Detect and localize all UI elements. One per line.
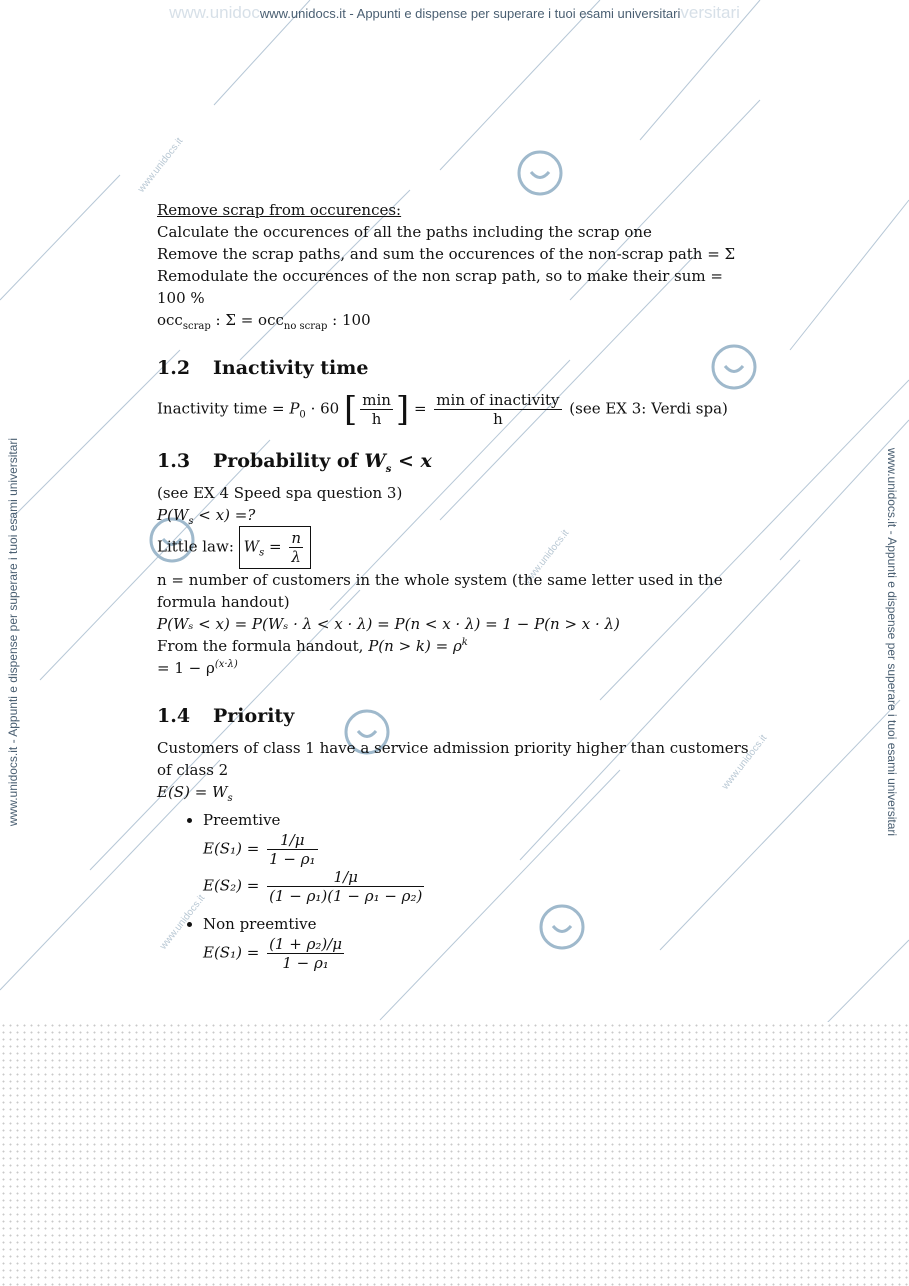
intro-line: 100 % (157, 289, 205, 307)
dotted-overlay (0, 1022, 909, 1286)
list-item-non-preemptive: • Non preemtive E(S₁) = $\frac{\text{(1 + ρ₂)/μ}}{\text{1 − ρ₁}}$ (203, 913, 750, 972)
s13-ref: (see EX 4 Speed spa question 3) (157, 484, 403, 502)
document-body (157, 199, 750, 980)
watermark-side-left: www.unidocs.it - Appunti e dispense per superare i tuoi esami universitari (6, 437, 20, 827)
section-heading-1-2: 1.2 Inactivity time (157, 357, 369, 379)
watermark-diagonal: www.unidocs.it (522, 527, 572, 587)
section-heading-1-3: 1.3 Probability of $W_s < x$ (157, 450, 432, 475)
priority-text: of class 2 (157, 761, 229, 779)
result-line: = $1 - \rho^{(x\cdot\lambda)}$ (157, 659, 238, 677)
priority-text: Customers of class 1 have a service admission priority higher than customers (157, 739, 749, 757)
little-law: Little law: $W_s$ = $\frac{n}{\lambda}$ (157, 526, 750, 569)
s13-question: $P(W_s < x)$ =? (157, 506, 256, 527)
formula-s2: E(S₂) = $\frac{1/\mu}{\text{(1 − ρ₁)(1 − ρ₁ − ρ₂)}}$ (203, 868, 423, 905)
section-heading-1-4: 1.4 Priority (157, 705, 295, 727)
watermark-diagonal: www.unidocs.it (158, 892, 208, 952)
intro-line: Calculate the occurences of all the paths including the scrap one (157, 223, 652, 241)
result-fraction: $\frac{\text{min of inactivity}}{h}$ (436, 391, 560, 428)
es-formula: $E(S) = W_s$ (157, 783, 233, 804)
inactivity-formula: Inactivity time = $P_0 \cdot 60$ [ $\frac{\min}{h}$ ] = $\frac{\text{min of inactivity}}{h}$ (see EX 3: Verdi spa) (157, 389, 728, 430)
watermark-diagonal: www.unidocs.it (136, 135, 186, 195)
watermark-banner-text: www.unidocs.it - Appunti e dispense per superare i tuoi esami universitari (259, 6, 681, 21)
n-definition: formula handout) (157, 593, 290, 611)
scrap-heading: Remove scrap from occurences: (157, 201, 402, 219)
formula-s1: E(S₁) = $\frac{\text{(1 + ρ₂)/μ}}{\text{1 − ρ₁}}$ (203, 935, 343, 972)
list-item-preemptive: • Preemtive E(S₁) = $\frac{1/\mu}{\text{1 − ρ₁}}$ E(S₂) = $\frac{1/\mu}{\text{(1 − ρ₁)(1 − ρ₁ − ρ₂)}}$ (203, 809, 750, 905)
little-law-box: $W_s$ = $\frac{n}{\lambda}$ (239, 526, 311, 569)
formula-s1: E(S₁) = $\frac{1/\mu}{\text{1 − ρ₁}}$ (203, 831, 316, 868)
unit-fraction: $\frac{\min}{h}$ (362, 391, 391, 428)
n-definition: n = number of customers in the whole system (the same letter used in the (157, 571, 723, 589)
watermark-diagonal: www.unidocs.it (720, 732, 770, 792)
watermark-ghost-right: versitari (680, 3, 740, 22)
probability-chain: P(Wₛ < x) = P(Wₛ · λ < x · λ) = P(n < x · λ) = 1 − P(n > x · λ) (157, 615, 620, 633)
intro-line: Remove the scrap paths, and sum the occurences of the non-scrap path = Σ (157, 245, 736, 263)
watermark-ghost-left: www.unidoc (169, 3, 260, 22)
intro-line: Remodulate the occurences of the non scrap path, so to make their sum = (157, 267, 723, 285)
priority-list (157, 809, 750, 972)
watermark-banner (0, 3, 909, 23)
handout-line: From the formula handout, $P(n > k) = \rho^k$ (157, 637, 468, 655)
occ-formula: occ$_{scrap}$ : Σ = occ$_{no scrap}$ : 100 (157, 311, 371, 332)
watermark-side-right: www.unidocs.it - Appunti e dispense per superare i tuoi esami universitari (885, 447, 899, 837)
